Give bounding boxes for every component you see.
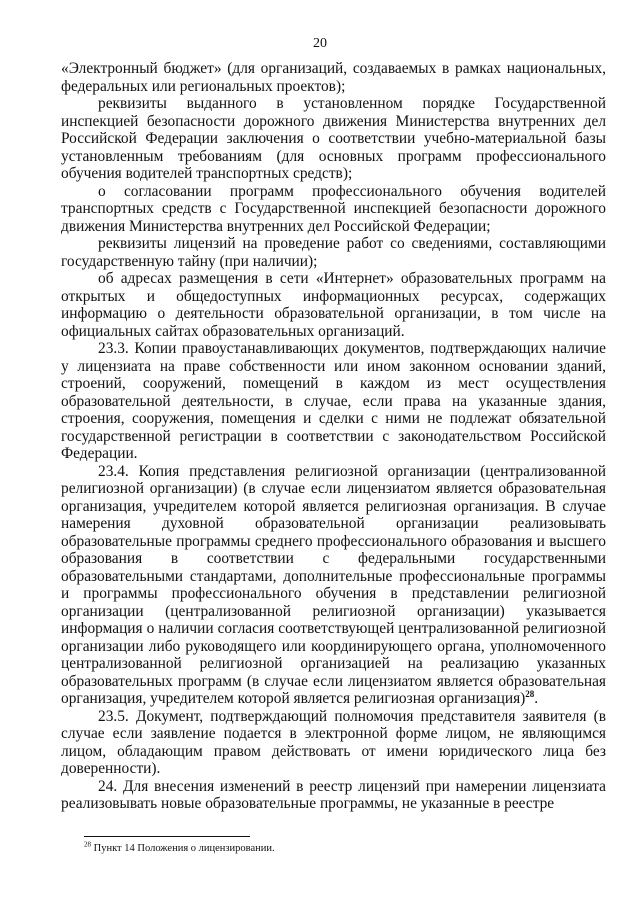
paragraph: «Электронный бюджет» (для организаций, создаваемых в рамках национальных, федеральных или региональных проектов); [61,60,606,95]
footnote [84,842,604,855]
paragraph: реквизиты выданного в установленном порядке Государственной инспекцией безопасности дорожного движения Министерства внутренних дел Российской Федерации заключения о соответствии учебно-материальной базы установленным требованиям (для основных программ профессионального обучения водителей транспортных средств); [61,95,606,182]
page-number: 20 [313,36,327,51]
paragraph: реквизиты лицензий на проведение работ со сведениями, составляющими государственную тайну (при наличии); [61,235,606,270]
paragraph: об адресах размещения в сети «Интернет» образовательных программ на открытых и общедоступных информационных ресурсах, содержащих информацию о деятельности образовательной организации, в том числе на официальных сайтах образовательных организаций. [61,270,606,340]
paragraph: 23.3. Копии правоустанавливающих документов, подтверждающих наличие у лицензиата на праве собственности или ином законном основании зданий, строений, сооружений, помещений в каждом из мест осуществления образовательной деятельности, в случае, если права на указанные здания, строения, сооружения, помещения и сделки с ними не подлежат обязательной государственной регистрации в соответствии с законодательством Российской Федерации. [61,340,606,462]
footnote-number: 28 [84,840,91,849]
paragraph-text: 23.4. Копия представления религиозной организации (централизованной религиозной организации) (в случае если лицензиатом является образовательная организация, учредителем которой является религиозная организация. В случае намерения духовной образовательной организации реализовывать образовательные программы среднего профессионального образования и высшего образования в соответствии с федеральными государственными образовательными стандартами, дополнительные профессиональные программы и программы профессионального обучения в представлении религиозной организации (централизованной религиозной организации) указывается информация о наличии согласия соответствующей централизованной религиозной организации либо руководящего или координирующего органа, уполномоченного централизованной религиозной организацией на реализацию указанных образовательных программ (в случае если лицензиатом является образовательная организация, учредителем которой является религиозная организация) [61,462,606,707]
paragraph: 23.5. Документ, подтверждающий полномочия представителя заявителя (в случае если заявление подается в электронной форме лицом, не являющимся лицом, обладающим правом действовать от имени юридического лица без доверенности). [61,707,606,777]
body-text [61,60,606,813]
paragraph: 24. Для внесения изменений в реестр лицензий при намерении лицензиата реализовывать новые образовательные программы, не указанные в реестре [61,777,606,812]
footnote-divider [84,836,250,837]
paragraph-end-punct: . [534,690,539,707]
footnote-text: Пункт 14 Положения о лицензировании. [93,843,275,854]
paragraph: о согласовании программ профессионального обучения водителей транспортных средств с Государственной инспекцией безопасности дорожного движения Министерства внутренних дел Российской Федерации; [61,182,606,235]
paragraph-with-footnote [61,463,606,708]
footnote-reference[interactable]: 28 [525,688,535,699]
